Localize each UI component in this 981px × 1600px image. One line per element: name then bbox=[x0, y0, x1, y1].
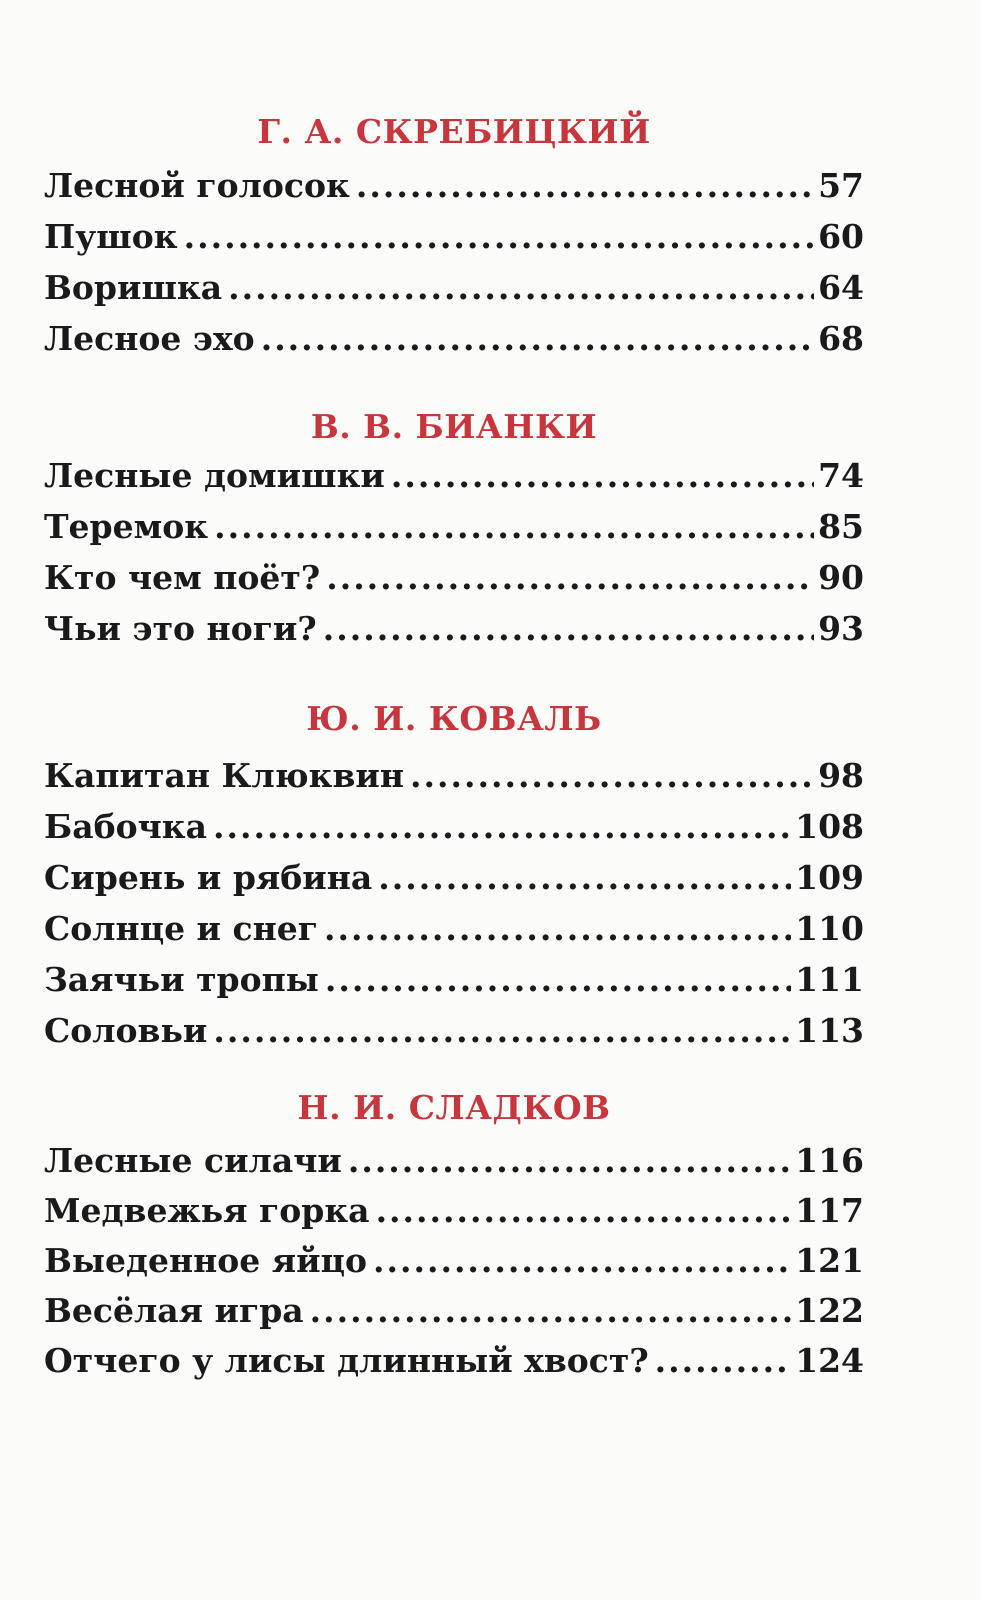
toc-entry-page: 117 bbox=[795, 1191, 864, 1230]
toc-section-sladkov bbox=[44, 1082, 864, 1386]
toc-leader-dots bbox=[378, 852, 791, 903]
toc-leader-dots bbox=[261, 313, 814, 364]
toc-section-skrebitsky bbox=[44, 104, 864, 364]
toc-entry-title: Лесное эхо bbox=[44, 319, 255, 358]
toc-leader-dots bbox=[228, 262, 814, 313]
toc-entry-page: 64 bbox=[818, 268, 864, 307]
toc-entry-title: Заячьи тропы bbox=[44, 960, 319, 999]
toc-entry bbox=[44, 603, 864, 654]
toc-entry-title: Пушок bbox=[44, 217, 178, 256]
toc-entry bbox=[44, 1005, 864, 1056]
toc-leader-dots bbox=[373, 1236, 791, 1286]
toc-entry bbox=[44, 903, 864, 954]
toc-leader-dots bbox=[325, 954, 791, 1005]
toc-entry bbox=[44, 313, 864, 364]
toc-entry bbox=[44, 552, 864, 603]
toc-entry-title: Лесные домишки bbox=[44, 456, 385, 495]
toc-section-bianki bbox=[44, 404, 864, 654]
toc-entry-title: Лесные силачи bbox=[44, 1141, 342, 1180]
toc-leader-dots bbox=[214, 501, 814, 552]
toc-entry-page: 85 bbox=[818, 507, 864, 546]
toc-entry-page: 74 bbox=[818, 456, 864, 495]
toc-entry-page: 90 bbox=[818, 558, 864, 597]
toc-entry-page: 110 bbox=[795, 909, 864, 948]
toc-leader-dots bbox=[410, 750, 814, 801]
toc-leader-dots bbox=[391, 450, 814, 501]
toc-entry-title: Весёлая игра bbox=[44, 1291, 304, 1330]
toc-leader-dots bbox=[326, 552, 814, 603]
toc-entry-page: 111 bbox=[795, 960, 864, 999]
toc-entry bbox=[44, 801, 864, 852]
toc-entry-page: 113 bbox=[795, 1011, 864, 1050]
toc-entry-page: 57 bbox=[818, 166, 864, 205]
section-author-heading: Н. И. СЛАДКОВ bbox=[297, 1088, 611, 1127]
toc-entry bbox=[44, 954, 864, 1005]
toc-entry-title: Бабочка bbox=[44, 807, 207, 846]
toc-entry-title: Сирень и рябина bbox=[44, 858, 373, 897]
toc-entry-title: Выеденное яйцо bbox=[44, 1241, 368, 1280]
toc-entry-title: Лесной голосок bbox=[44, 166, 350, 205]
toc-entry bbox=[44, 262, 864, 313]
toc-entry-title: Соловьи bbox=[44, 1011, 208, 1050]
toc-entry-title: Капитан Клюквин bbox=[44, 756, 405, 795]
toc-entry-title: Солнце и снег bbox=[44, 909, 318, 948]
toc-entry-title: Чьи это ноги? bbox=[44, 609, 317, 648]
toc-leader-dots bbox=[310, 1286, 791, 1336]
toc-entry bbox=[44, 1136, 864, 1186]
toc-entry-title: Кто чем поёт? bbox=[44, 558, 321, 597]
toc-entry-page: 121 bbox=[795, 1241, 864, 1280]
toc-entry-title: Теремок bbox=[44, 507, 209, 546]
toc-leader-dots bbox=[324, 903, 791, 954]
section-author-heading: Ю. И. КОВАЛЬ bbox=[306, 699, 602, 738]
toc-leader-dots bbox=[356, 160, 814, 211]
toc-entry bbox=[44, 1286, 864, 1336]
toc-entry-page: 68 bbox=[818, 319, 864, 358]
toc-leader-dots bbox=[348, 1136, 791, 1186]
toc-leader-dots bbox=[184, 211, 814, 262]
toc-leader-dots bbox=[213, 801, 791, 852]
toc-entry-title: Медвежья горка bbox=[44, 1191, 370, 1230]
section-author-heading: В. В. БИАНКИ bbox=[310, 407, 598, 446]
toc-entry bbox=[44, 852, 864, 903]
toc-entry bbox=[44, 211, 864, 262]
toc-entry-page: 124 bbox=[795, 1341, 864, 1380]
toc-entry-page: 122 bbox=[795, 1291, 864, 1330]
toc-leader-dots bbox=[655, 1336, 791, 1386]
toc-entry-page: 108 bbox=[795, 807, 864, 846]
toc-entry bbox=[44, 750, 864, 801]
toc-entry-title: Отчего у лисы длинный хвост? bbox=[44, 1341, 649, 1380]
toc-entry bbox=[44, 450, 864, 501]
toc-entry bbox=[44, 1336, 864, 1386]
toc-section-koval bbox=[44, 696, 864, 1056]
toc-entry-page: 109 bbox=[795, 858, 864, 897]
section-author-heading: Г. А. СКРЕБИЦКИЙ bbox=[257, 112, 651, 151]
toc-leader-dots bbox=[213, 1005, 791, 1056]
toc-entry bbox=[44, 1236, 864, 1286]
toc-entry-page: 60 bbox=[818, 217, 864, 256]
toc-entry bbox=[44, 160, 864, 211]
toc-entry-title: Воришка bbox=[44, 268, 223, 307]
toc-entry bbox=[44, 501, 864, 552]
toc-leader-dots bbox=[323, 603, 814, 654]
toc-entry-page: 116 bbox=[795, 1141, 864, 1180]
toc-leader-dots bbox=[376, 1186, 792, 1236]
toc-entry-page: 93 bbox=[818, 609, 864, 648]
toc-entry-page: 98 bbox=[818, 756, 864, 795]
toc-entry bbox=[44, 1186, 864, 1236]
